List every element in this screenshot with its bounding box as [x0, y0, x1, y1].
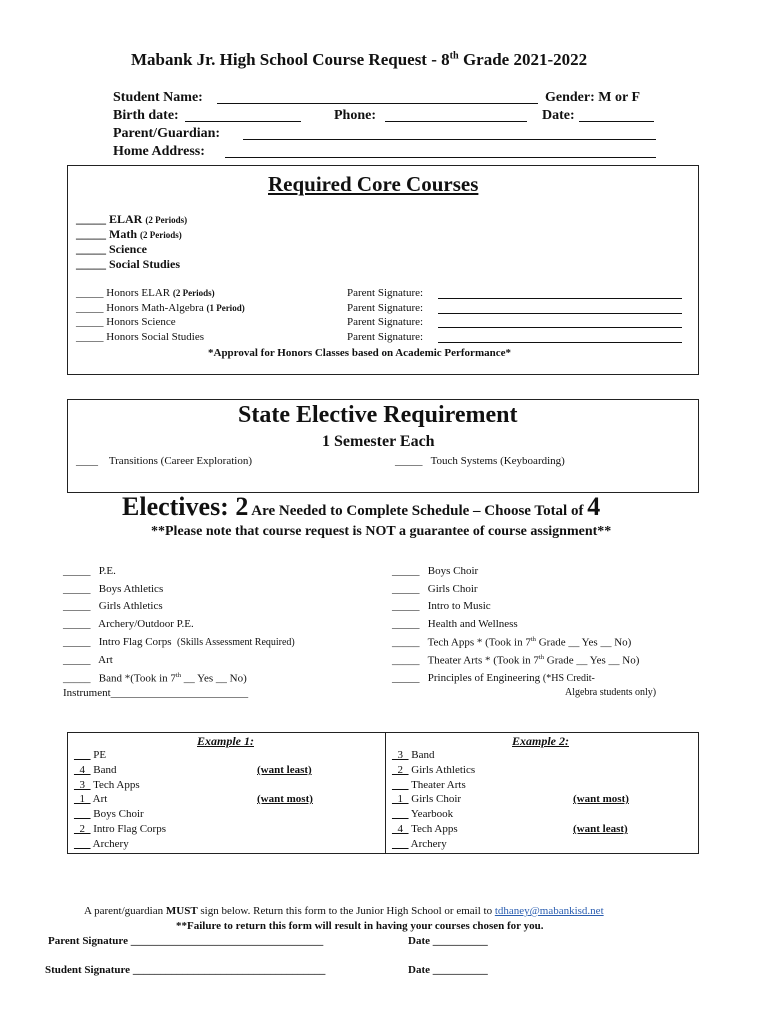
elective-tech-apps[interactable]: _____ Tech Apps * (Took in 7th Grade __ Yes __ No) — [392, 636, 632, 649]
honors-signature-line[interactable] — [438, 327, 682, 328]
honors-approval-note: *Approval for Honors Classes based on Academic Performance* — [208, 347, 511, 359]
examples-divider — [385, 732, 386, 854]
honors-item-social-studies[interactable]: _____ Honors Social Studies — [76, 331, 205, 343]
email-link[interactable]: tdhaney@mabankisd.net — [494, 905, 604, 917]
honors-signature-line[interactable] — [438, 342, 682, 343]
parent-date-line[interactable]: Date __________ — [408, 935, 488, 947]
example-1-title: Example 1: — [197, 734, 254, 748]
example-2-item: _4_ Tech Apps — [392, 823, 458, 835]
elective-girls-athletics[interactable]: _____ Girls Athletics — [63, 600, 163, 612]
date-field[interactable] — [579, 121, 654, 122]
example-1-want-most: (want most) — [257, 793, 313, 805]
example-1-item: _4_ Band — [74, 764, 117, 776]
example-2-item: ___ Theater Arts — [392, 779, 466, 791]
honors-parent-signature: Parent Signature: — [347, 331, 424, 343]
elective-intro-music[interactable]: _____ Intro to Music — [392, 600, 491, 612]
parent-guardian-field[interactable] — [243, 139, 656, 140]
example-2-want-most: (want most) — [573, 793, 629, 805]
student-signature-line[interactable]: Student Signature ___________________________________ — [45, 964, 326, 976]
honors-parent-signature: Parent Signature: — [347, 302, 424, 314]
gender-label: Gender: M or F — [545, 90, 640, 105]
core-courses-title: Required Core Courses — [268, 172, 479, 196]
phone-field[interactable] — [385, 121, 527, 122]
date-label: Date: — [542, 108, 575, 123]
example-1-item: _3_ Tech Apps — [74, 779, 140, 791]
example-1-want-least: (want least) — [257, 764, 312, 776]
elective-girls-choir[interactable]: _____ Girls Choir — [392, 583, 478, 595]
example-2-item: ___ Archery — [392, 838, 447, 850]
core-item-elar[interactable]: _____ ELAR (2 Periods) — [76, 212, 188, 226]
honors-parent-signature: Parent Signature: — [347, 316, 424, 328]
core-item-math[interactable]: _____ Math (2 Periods) — [76, 227, 182, 241]
parent-guardian-label: Parent/Guardian: — [113, 126, 221, 141]
example-2-item: _3_ Band — [392, 749, 435, 761]
elective-health-wellness[interactable]: _____ Health and Wellness — [392, 618, 518, 630]
elective-band[interactable]: _____ Band *(Took in 7th __ Yes __ No) — [63, 672, 247, 685]
student-date-line[interactable]: Date __________ — [408, 964, 488, 976]
phone-label: Phone: — [334, 108, 376, 123]
elective-boys-choir[interactable]: _____ Boys Choir — [392, 565, 479, 577]
example-2-item: ___ Yearbook — [392, 808, 454, 820]
state-elective-touch-systems[interactable]: _____ Touch Systems (Keyboarding) — [395, 455, 565, 467]
elective-flag-corps[interactable]: _____ Intro Flag Corps (Skills Assessment Required) — [63, 636, 295, 648]
core-item-science[interactable]: _____ Science — [76, 242, 147, 256]
example-1-item: _1_ Art — [74, 793, 108, 805]
elective-boys-athletics[interactable]: _____ Boys Athletics — [63, 583, 164, 595]
birth-date-field[interactable] — [185, 121, 301, 122]
electives-title: Electives: 2 Are Needed to Complete Schedule – Choose Total of 4 — [122, 492, 601, 521]
home-address-label: Home Address: — [113, 144, 205, 159]
elective-principles-engineering[interactable]: _____ Principles of Engineering (*HS Credit- — [392, 672, 595, 684]
honors-signature-line[interactable] — [438, 298, 682, 299]
instrument-field[interactable]: Instrument_________________________ — [63, 687, 249, 699]
example-1-item: _2_ Intro Flag Corps — [74, 823, 166, 835]
electives-notice: **Please note that course request is NOT a guarantee of course assignment** — [151, 524, 612, 539]
example-1-item: ___ Boys Choir — [74, 808, 144, 820]
elective-pe[interactable]: _____ P.E. — [63, 565, 116, 577]
elective-archery[interactable]: _____ Archery/Outdoor P.E. — [63, 618, 194, 630]
honors-item-math[interactable]: _____ Honors Math-Algebra (1 Period) — [76, 302, 245, 314]
example-2-title: Example 2: — [512, 734, 569, 748]
example-1-item: ___ Archery — [74, 838, 129, 850]
example-1-item: ___ PE — [74, 749, 107, 761]
honors-item-science[interactable]: _____ Honors Science — [76, 316, 176, 328]
core-item-social-studies[interactable]: _____ Social Studies — [76, 257, 181, 271]
parent-signature-line[interactable]: Parent Signature ___________________________________ — [48, 935, 324, 947]
example-2-item: _1_ Girls Choir — [392, 793, 462, 805]
honors-parent-signature: Parent Signature: — [347, 287, 424, 299]
example-2-item: _2_ Girls Athletics — [392, 764, 476, 776]
home-address-field[interactable] — [225, 157, 656, 158]
student-name-label: Student Name: — [113, 90, 203, 105]
poe-note: Algebra students only) — [565, 687, 657, 698]
state-elective-subtitle: 1 Semester Each — [322, 433, 435, 450]
elective-theater-arts[interactable]: _____ Theater Arts * (Took in 7th Grade __ Yes __ No) — [392, 654, 640, 667]
state-elective-title: State Elective Requirement — [238, 402, 518, 428]
page-title: Mabank Jr. High School Course Request - 8th Grade 2021-2022 — [131, 50, 588, 69]
honors-item-elar[interactable]: _____ Honors ELAR (2 Periods) — [76, 287, 215, 299]
birth-date-label: Birth date: — [113, 108, 179, 123]
honors-signature-line[interactable] — [438, 313, 682, 314]
elective-art[interactable]: _____ Art — [63, 654, 113, 666]
example-2-want-least: (want least) — [573, 823, 628, 835]
student-name-field[interactable] — [217, 103, 538, 104]
state-elective-transitions[interactable]: ____ Transitions (Career Exploration) — [76, 455, 252, 467]
return-instructions: A parent/guardian MUST sign below. Return this form to the Junior High School or email to tdhaney@mabankisd.net — [84, 905, 604, 917]
failure-warning: **Failure to return this form will result in having your courses chosen for you. — [176, 920, 544, 932]
